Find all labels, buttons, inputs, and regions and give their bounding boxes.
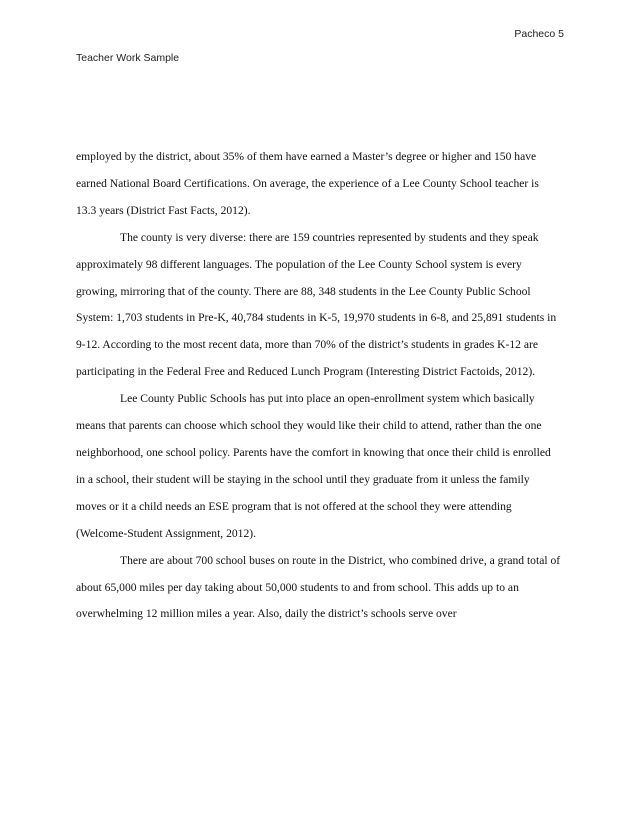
paragraph-diversity: The county is very diverse: there are 159 countries represented by students and they speak approximately 98 different languages. The population of the Lee County School system is every growing, mirroring that of the county. There are 88, 348 students in the Lee County Public School System: 1,703 students in Pre-K, 40,784 students in K-5, 19,970 students in 6-8, and 25,891 students in 9-12. According to the most recent data, more than 70% of the district’s students in grades K-12 are participating in the Federal Free and Reduced Lunch Program (Interesting District Factoids, 2012). xyxy=(76,230,557,379)
paragraph-enrollment: Lee County Public Schools has put into place an open-enrollment system which basically means that parents can choose which school they would like their child to attend, rather than the one neighborhood, one school policy. Parents have the comfort in knowing that once their child is enrolled in a school, their student will be staying in the school until they graduate from it unless the family moves or it a child needs an ESE program that is not offered at the school they were attending (Welcome-Student Assignment, 2012). xyxy=(76,392,551,540)
document-body xyxy=(76,144,562,628)
running-title: Teacher Work Sample xyxy=(76,52,180,64)
paragraph-continued: employed by the district, about 35% of them have earned a Master’s degree or higher and 150 have earned National Board Certifications. On average, the experience of a Lee County School teacher is 13.3 years (District Fast Facts, 2012). xyxy=(76,150,539,217)
page-number-header: Pacheco 5 xyxy=(514,28,564,40)
paragraph-buses: There are about 700 school buses on route in the District, who combined drive, a grand total of about 65,000 miles per day taking about 50,000 students to and from school. This adds up to an overwhelming 12 million miles a year. Also, daily the district’s schools serve over xyxy=(76,553,561,621)
